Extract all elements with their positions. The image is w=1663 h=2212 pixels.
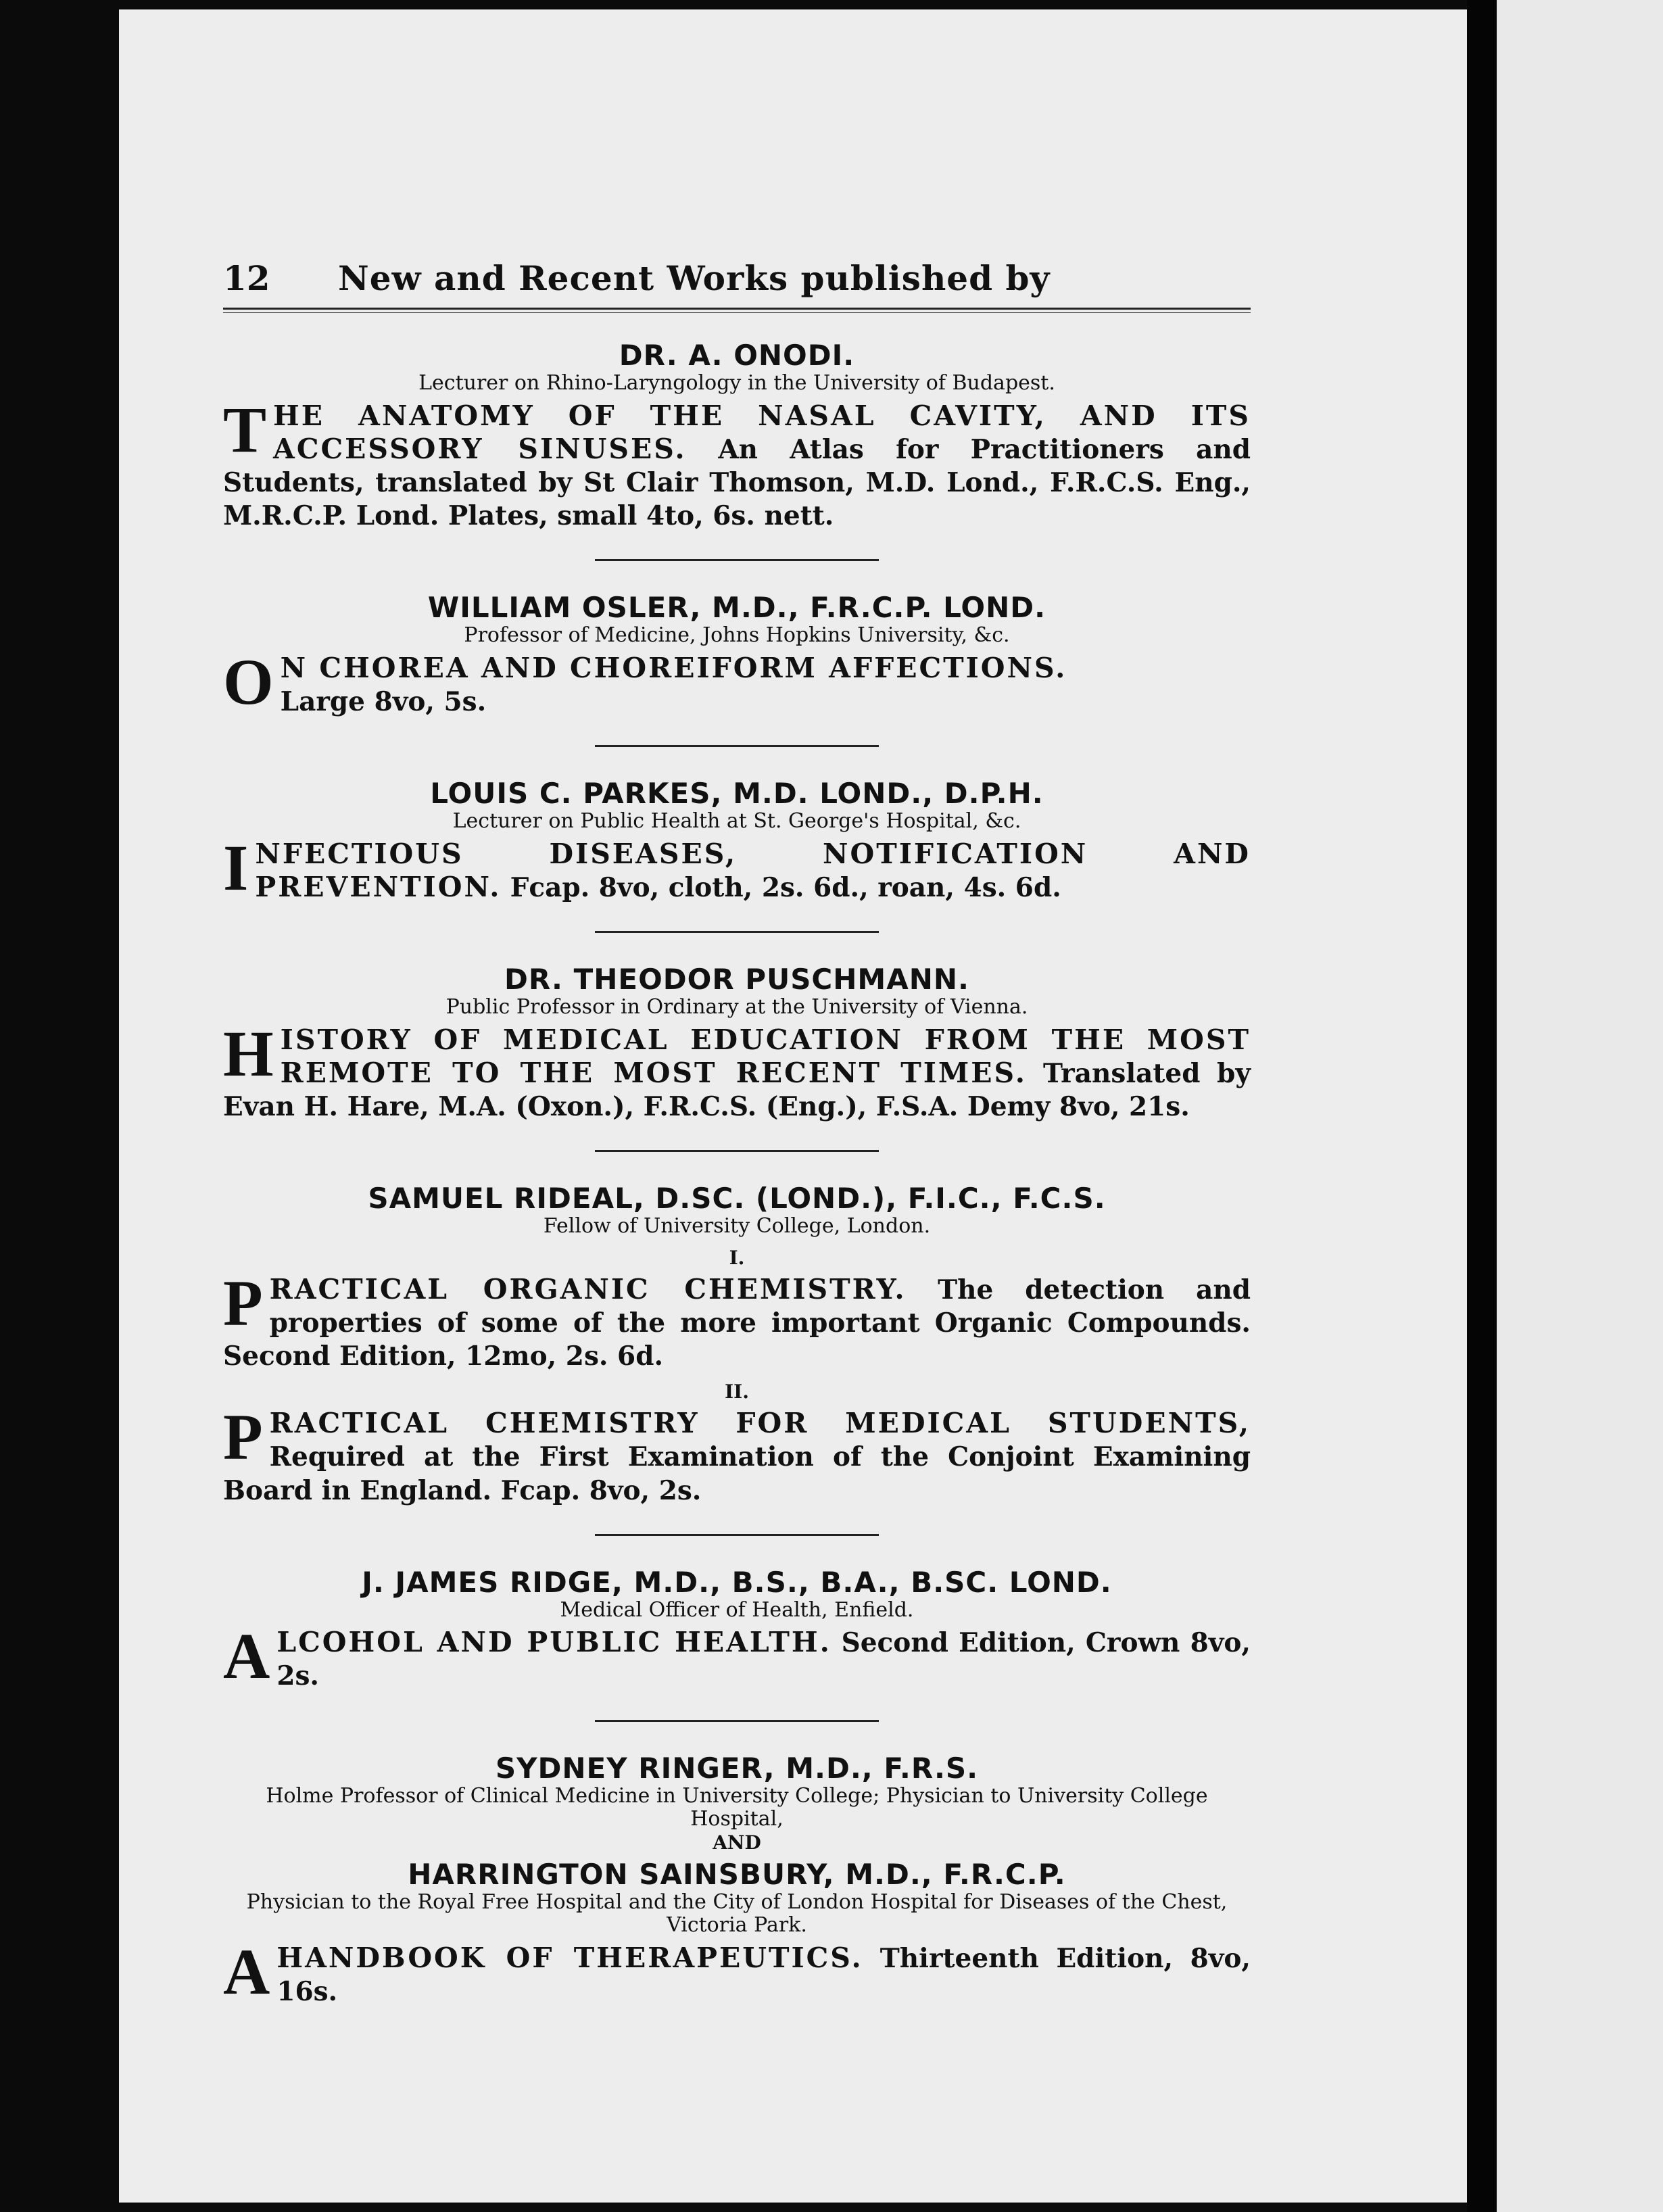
facing-page-edge <box>1497 0 1663 2212</box>
book-listing <box>223 1017 1251 1124</box>
book-title: NFECTIOUS DISEASES, NOTIFICATION AND PREVENTION. <box>255 837 1251 903</box>
section-divider <box>595 1534 879 1536</box>
book-title: LCOHOL AND PUBLIC HEALTH. <box>276 1626 832 1659</box>
book-title: ISTORY OF MEDICAL EDUCATION FROM THE MOST REMOTE TO THE MOST RECENT TIMES. <box>280 1023 1251 1089</box>
book-listing <box>223 1935 1251 2008</box>
book-description: Required at the First Examination of the Conjoint Examining Board in England. Fcap. 8vo, 2s. <box>223 1441 1251 1506</box>
drop-cap: P <box>223 1401 263 1474</box>
book-listing <box>223 645 1251 718</box>
book-listing <box>223 1266 1251 1373</box>
entry-onodi <box>223 339 1251 532</box>
book-listing <box>223 393 1251 533</box>
section-divider <box>595 559 879 561</box>
coauthor-name: HARRINGTON SAINSBURY, M.D., F.R.C.P. <box>408 1857 1066 1891</box>
book-description: Second Edition, Crown 8vo, 2s. <box>276 1627 1251 1692</box>
running-head <box>223 258 1251 310</box>
section-divider <box>595 1720 879 1722</box>
book-numeral: II. <box>725 1380 749 1403</box>
entry-ridge <box>223 1566 1251 1693</box>
book-description: Fcap. 8vo, cloth, 2s. 6d., roan, 4s. 6d. <box>510 871 1061 903</box>
entry-rideal <box>223 1182 1251 1507</box>
author-name: SAMUEL RIDEAL, D.SC. (LOND.), F.I.C., F.C.S. <box>368 1182 1106 1216</box>
author-affiliation: Professor of Medicine, Johns Hopkins University, &c. <box>464 623 1010 648</box>
drop-cap: A <box>223 1620 270 1693</box>
author-name: WILLIAM OSLER, M.D., F.R.C.P. LOND. <box>427 591 1046 625</box>
drop-cap: A <box>223 1935 270 2008</box>
book-title: HANDBOOK OF THERAPEUTICS. <box>276 1941 863 1974</box>
section-divider <box>595 931 879 933</box>
author-affiliation: Medical Officer of Health, Enfield. <box>560 1597 914 1622</box>
entry-parkes <box>223 777 1251 904</box>
book-listing <box>223 1620 1251 1693</box>
author-name: SYDNEY RINGER, M.D., F.R.S. <box>495 1751 979 1785</box>
drop-cap: O <box>223 645 274 718</box>
author-name: DR. THEODOR PUSCHMANN. <box>504 963 969 996</box>
author-affiliation: Lecturer on Public Health at St. George's Hospital, &c. <box>452 809 1021 834</box>
book-numeral: I. <box>729 1246 745 1269</box>
book-gutter <box>1467 0 1497 2212</box>
book-title: N CHOREA AND CHOREIFORM AFFECTIONS. <box>280 651 1067 684</box>
drop-cap: T <box>223 393 267 466</box>
book-listing <box>223 831 1251 904</box>
header-rule <box>223 312 1251 313</box>
author-affiliation: Public Professor in Ordinary at the University of Vienna. <box>445 995 1028 1019</box>
book-description: Thirteenth Edition, 8vo, 16s. <box>276 1942 1251 2007</box>
author-affiliation: Fellow of University College, London. <box>543 1214 931 1239</box>
entry-ringer-sainsbury <box>223 1752 1251 2008</box>
book-description: An Atlas for Practitioners and Students, translated by St Clair Thomson, M.D. Lond., F.R.C.S. Eng., M.R.C.P. Lond. Plates, small 4to, 6s. nett. <box>223 433 1251 532</box>
page-number: 12 <box>223 258 270 298</box>
author-affiliation: Holme Professor of Clinical Medicine in University College; Physician to University College Hospital, <box>266 1783 1208 1831</box>
author-name: LOUIS C. PARKES, M.D. LOND., D.P.H. <box>430 777 1044 811</box>
entry-osler <box>223 591 1251 718</box>
book-description: Translated by Evan H. Hare, M.A. (Oxon.), F.R.C.S. (Eng.), F.S.A. Demy 8vo, 21s. <box>223 1057 1251 1122</box>
section-divider <box>595 745 879 747</box>
entry-puschmann <box>223 963 1251 1123</box>
and-separator: AND <box>713 1831 761 1854</box>
book-description: Large 8vo, 5s. <box>280 686 487 717</box>
running-title: New and Recent Works published by <box>338 258 1051 298</box>
drop-cap: H <box>223 1017 274 1090</box>
author-name: DR. A. ONODI. <box>619 339 855 372</box>
book-listing <box>223 1401 1251 1507</box>
book-description: The detection and properties of some of the more important Organic Compounds. Second Edition, 12mo, 2s. 6d. <box>223 1274 1251 1372</box>
book-title: RACTICAL ORGANIC CHEMISTRY. <box>269 1272 907 1305</box>
section-divider <box>595 1150 879 1152</box>
book-title: RACTICAL CHEMISTRY FOR MEDICAL STUDENTS, <box>269 1407 1251 1440</box>
page-content <box>223 258 1251 2008</box>
author-name: J. JAMES RIDGE, M.D., B.S., B.A., B.SC. LOND. <box>362 1565 1112 1599</box>
drop-cap: I <box>223 831 249 904</box>
book-title: HE ANATOMY OF THE NASAL CAVITY, AND ITS ACCESSORY SINUSES. <box>273 399 1251 465</box>
drop-cap: P <box>223 1266 263 1339</box>
coauthor-affiliation: Physician to the Royal Free Hospital and the City of London Hospital for Diseases of the Chest, Victoria Park. <box>246 1890 1228 1938</box>
author-affiliation: Lecturer on Rhino-Laryngology in the University of Budapest. <box>418 371 1055 395</box>
